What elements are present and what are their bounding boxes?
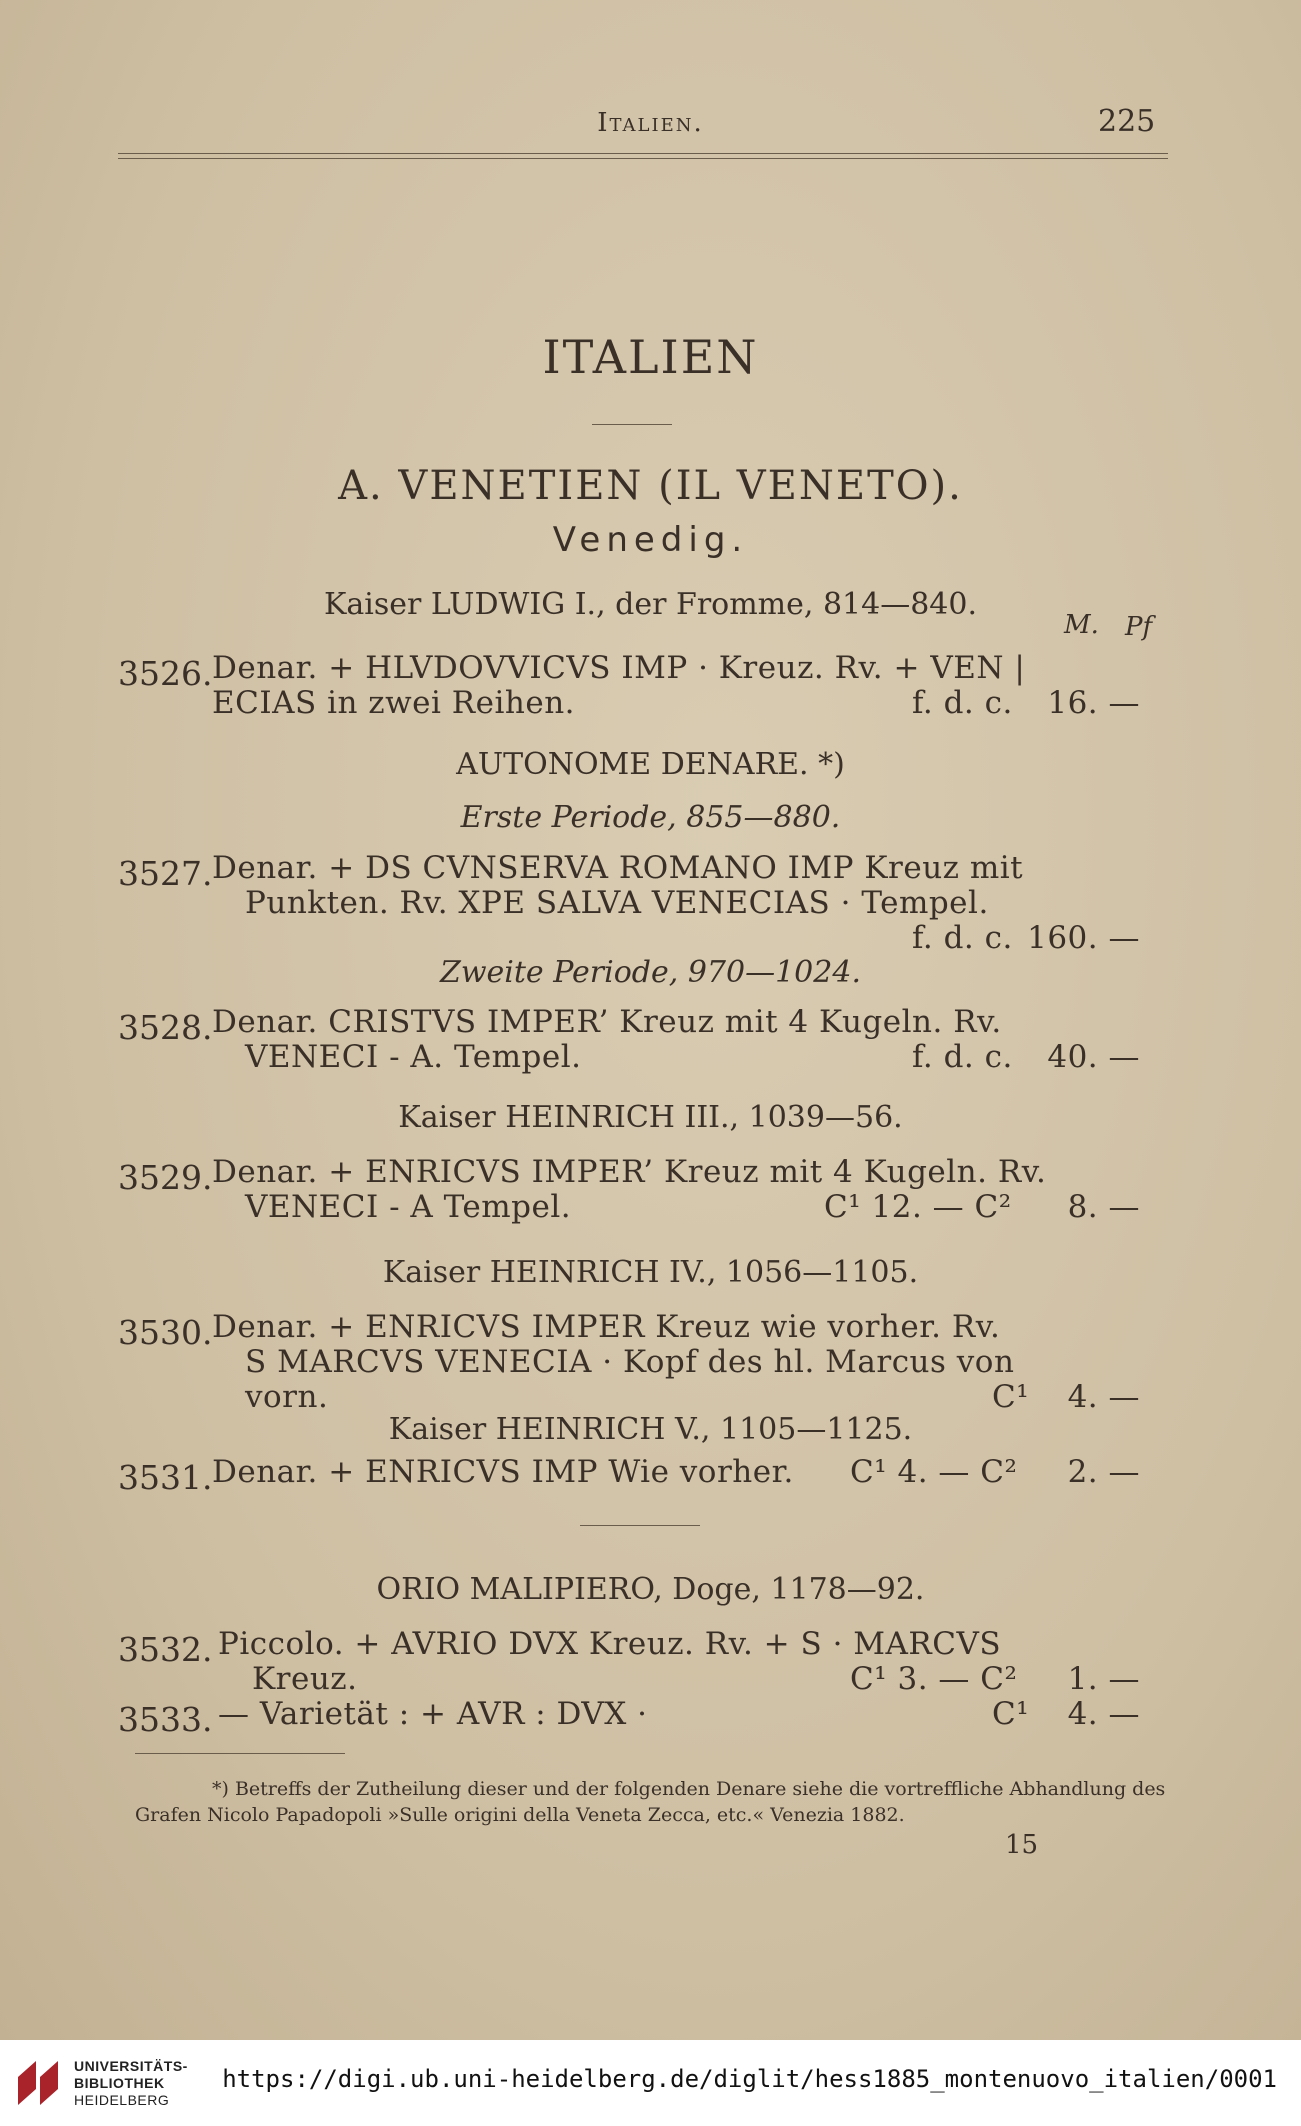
permalink-url[interactable]: https://digi.ub.uni-heidelberg.de/diglit/hess1885_montenuovo_italien/0001 <box>222 2065 1277 2093</box>
ruler-heinrich-5: Kaiser HEINRICH V., 1105—1125. <box>388 1412 913 1447</box>
ruler-heinrich-4: Kaiser HEINRICH IV., 1056—1105. <box>382 1255 919 1290</box>
ruler-heinrich-3: Kaiser HEINRICH III., 1039—56. <box>398 1100 903 1135</box>
entry-value: 4. — <box>1067 1379 1140 1415</box>
header-rule-2 <box>118 158 1168 159</box>
entry-line: Piccolo. + AVRIO DVX Kreuz. Rv. + S · MARCVS <box>218 1626 1002 1662</box>
entry-line: Denar. + DS CVNSERVA ROMANO IMP Kreuz mit <box>212 850 1024 886</box>
title-divider <box>592 424 672 425</box>
entry-line: S MARCVS VENECIA · Kopf des hl. Marcus von <box>245 1344 1015 1380</box>
col-header-mark: M. <box>1064 610 1099 640</box>
entry-number: 3532. <box>118 1630 213 1669</box>
entry-line: ECIAS in zwei Reihen. <box>212 685 576 721</box>
city-heading: Venedig. <box>552 520 749 560</box>
university-logo-icon <box>14 2055 66 2111</box>
entry-value: 160. — <box>1027 920 1140 956</box>
entry-line: Denar. + HLVDOVVICVS IMP · Kreuz. Rv. + VEN | <box>212 650 1026 686</box>
footnote-line: *) Betreffs der Zutheilung dieser und der folgenden Denare siehe die vortreffliche Abhandlung des <box>212 1778 1166 1800</box>
entry-line: vorn. <box>245 1379 329 1415</box>
entry-line: Denar. + ENRICVS IMPER’ Kreuz mit 4 Kugeln. Rv. <box>212 1154 1047 1190</box>
entry-value: 1. — <box>1067 1661 1140 1697</box>
footnote-rule <box>135 1753 345 1754</box>
entry-grade: C¹ <box>992 1379 1030 1415</box>
entry-value: 8. — <box>1067 1189 1140 1225</box>
entry-grade: f. d. c. <box>912 920 1013 956</box>
entry-number: 3528. <box>118 1008 213 1047</box>
section-divider <box>580 1525 700 1526</box>
signature-mark: 15 <box>1005 1830 1039 1860</box>
entry-line: Denar. + ENRICVS IMPER Kreuz wie vorher. Rv. <box>212 1309 1001 1345</box>
entry-value: 4. — <box>1067 1696 1140 1732</box>
logo-text-line: UNIVERSITÄTS- <box>74 2058 188 2074</box>
entry-line: — Varietät : + AVR : DVX · <box>218 1696 648 1732</box>
entry-number: 3531. <box>118 1458 213 1497</box>
heading-periode-1: Erste Periode, 855—880. <box>460 800 841 835</box>
entry-number: 3533. <box>118 1700 213 1739</box>
ruler-orio-malipiero: ORIO MALIPIERO, Doge, 1178—92. <box>376 1572 925 1607</box>
footnote-line: Grafen Nicolo Papadopoli »Sulle origini della Veneta Zecca, etc.« Venezia 1882. <box>135 1804 905 1826</box>
entry-line: VENECI - A. Tempel. <box>245 1039 582 1075</box>
entry-grade: C¹ <box>992 1696 1030 1732</box>
footer-bar <box>0 2040 1301 2126</box>
entry-number: 3529. <box>118 1158 213 1197</box>
entry-number: 3530. <box>118 1313 213 1352</box>
entry-number: 3526. <box>118 654 213 693</box>
header-rule <box>118 153 1168 154</box>
entry-grade: C¹ 4. — C² <box>850 1454 1018 1490</box>
logo-text-line: BIBLIOTHEK <box>74 2075 165 2091</box>
heading-autonome: AUTONOME DENARE. *) <box>456 747 845 782</box>
entry-line: Denar. + ENRICVS IMP Wie vorher. <box>212 1454 794 1490</box>
ruler-ludwig: Kaiser LUDWIG I., der Fromme, 814—840. <box>323 587 977 622</box>
heading-periode-2: Zweite Periode, 970—1024. <box>440 955 861 990</box>
entry-grade: C¹ 12. — C² <box>824 1189 1012 1225</box>
logo-text-line: HEIDELBERG <box>74 2092 170 2108</box>
entry-value: 16. — <box>1047 685 1140 721</box>
entry-grade: f. d. c. <box>912 1039 1013 1075</box>
running-title: Italien. <box>597 108 704 138</box>
entry-grade: C¹ 3. — C² <box>850 1661 1018 1697</box>
entry-line: Denar. CRISTVS IMPER’ Kreuz mit 4 Kugeln. Rv. <box>212 1004 1002 1040</box>
page-title: ITALIEN <box>542 330 759 384</box>
col-header-pf: Pf <box>1125 612 1153 642</box>
entry-value: 40. — <box>1047 1039 1140 1075</box>
entry-line: Kreuz. <box>252 1661 358 1697</box>
entry-line: VENECI - A Tempel. <box>245 1189 572 1225</box>
page-number: 225 <box>1098 104 1156 139</box>
entry-grade: f. d. c. <box>912 685 1013 721</box>
entry-number: 3527. <box>118 854 213 893</box>
section-heading: A. VENETIEN (IL VENETO). <box>338 463 963 509</box>
entry-value: 2. — <box>1067 1454 1140 1490</box>
entry-line: Punkten. Rv. XPE SALVA VENECIAS · Tempel. <box>245 885 989 921</box>
